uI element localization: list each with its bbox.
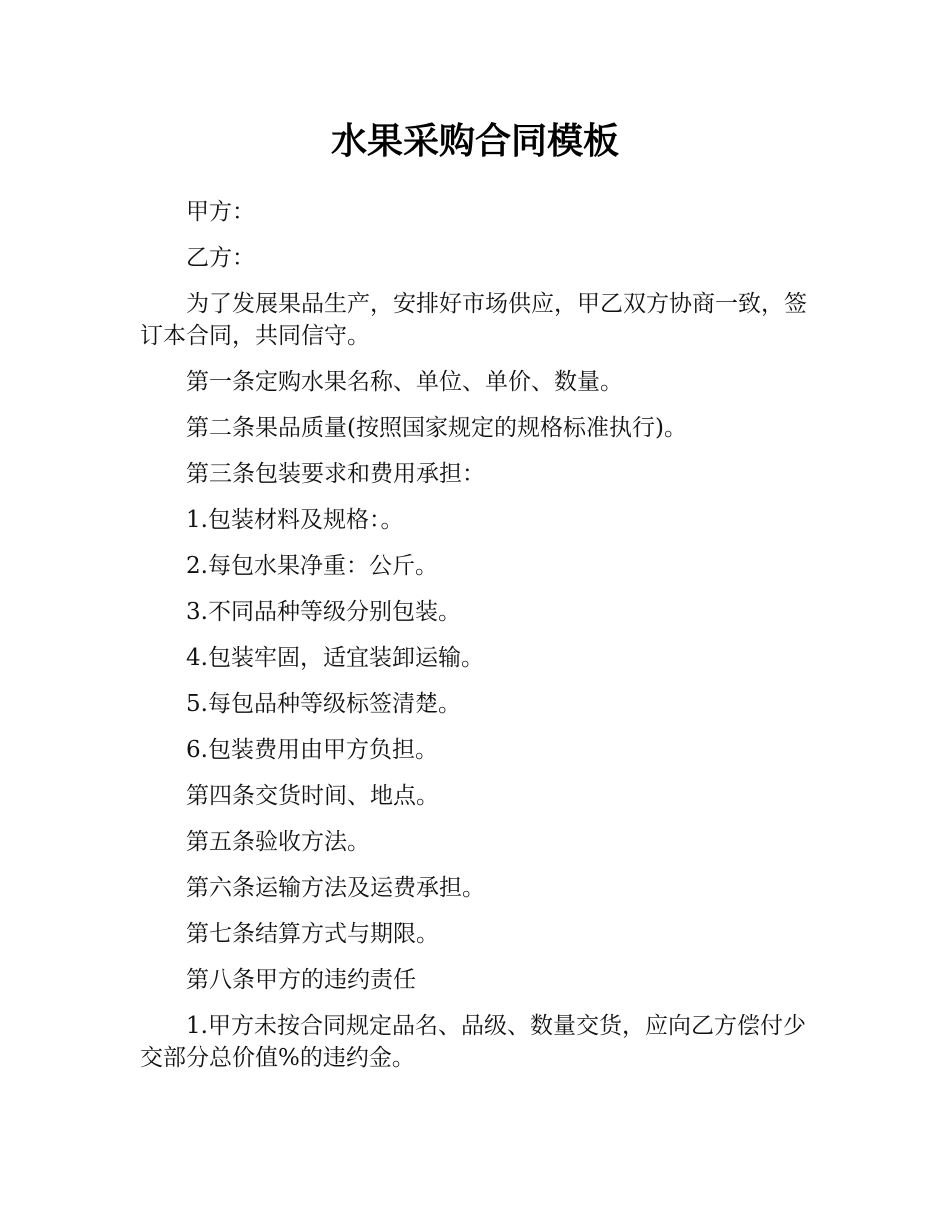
article-3: 第三条包装要求和费用承担：	[186, 461, 485, 487]
article-5: 第五条验收方法。	[186, 829, 370, 855]
article-3-item-3: 3.不同品种等级分别包装。	[186, 599, 461, 625]
document-body	[140, 196, 820, 1088]
article-8: 第八条甲方的违约责任	[186, 967, 416, 993]
article-3-item-2: 2.每包水果净重：公斤。	[186, 553, 438, 579]
article-3-item-6: 6.包装费用由甲方负担。	[186, 737, 438, 763]
article-7: 第七条结算方式与期限。	[186, 921, 439, 947]
party-a-line: 甲方：	[186, 199, 255, 225]
article-6: 第六条运输方法及运费承担。	[186, 875, 485, 901]
article-4: 第四条交货时间、地点。	[186, 783, 439, 809]
article-2: 第二条果品质量(按照国家规定的规格标准执行)。	[186, 415, 687, 441]
preamble-paragraph: 为了发展果品生产，安排好市场供应，甲乙双方协商一致，签订本合同，共同信守。	[140, 291, 807, 349]
article-8-item-1: 1.甲方未按合同规定品名、品级、数量交货，应向乙方偿付少交部分总价值%的违约金。	[140, 1013, 806, 1071]
article-1: 第一条定购水果名称、单位、单价、数量。	[186, 369, 623, 395]
article-3-item-4: 4.包装牢固，适宜装卸运输。	[186, 645, 484, 671]
article-3-item-1: 1.包装材料及规格：。	[186, 507, 404, 533]
article-3-item-5: 5.每包品种等级标签清楚。	[186, 691, 461, 717]
party-b-line: 乙方：	[186, 245, 255, 271]
document-title: 水果采购合同模板	[330, 121, 619, 162]
